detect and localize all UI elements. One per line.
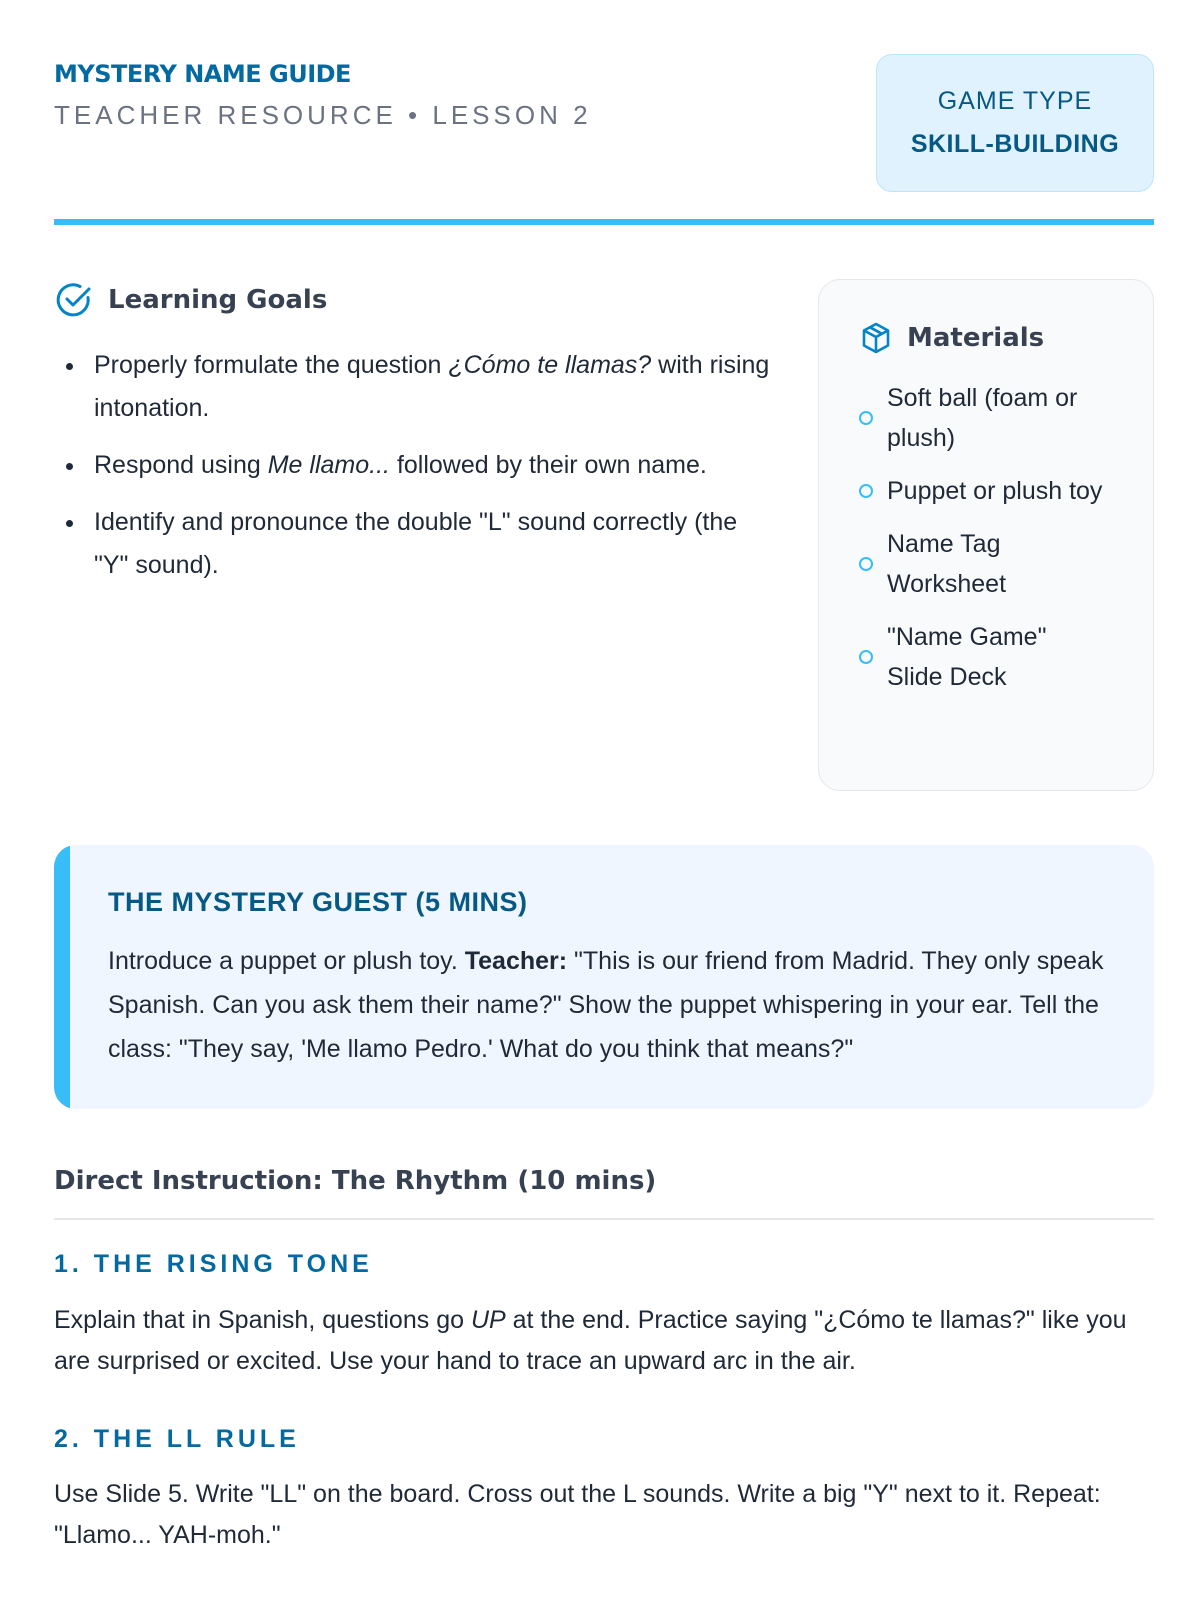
- goal-item: Identify and pronounce the double "L" sound correctly (the "Y" sound).: [54, 501, 774, 587]
- goal-item: Respond using Me llamo... followed by their own name.: [54, 444, 774, 487]
- materials-heading: Materials: [907, 323, 1045, 353]
- circle-bullet-icon: [859, 650, 873, 664]
- header-divider: [54, 219, 1154, 225]
- learning-goals-section: [54, 280, 774, 601]
- material-item: "Name Game" Slide Deck: [859, 617, 1153, 697]
- check-circle-icon: [54, 280, 94, 320]
- material-item: Soft ball (foam or plush): [859, 378, 1153, 458]
- materials-card: [818, 279, 1154, 791]
- game-type-value: SKILL-BUILDING: [910, 130, 1120, 158]
- circle-bullet-icon: [859, 557, 873, 571]
- step-1-heading: 1. THE RISING TONE: [54, 1250, 373, 1278]
- step-2-heading: 2. THE LL RULE: [54, 1425, 300, 1453]
- goals-list: [54, 344, 774, 587]
- material-item: Name Tag Worksheet: [859, 524, 1153, 604]
- step-2-text: Use Slide 5. Write "LL" on the board. Cross out the L sounds. Write a big "Y" next to it. Repeat: "Llamo... YAH-moh.": [54, 1480, 1101, 1549]
- mystery-guest-heading: THE MYSTERY GUEST (5 MINS): [108, 887, 528, 917]
- circle-bullet-icon: [859, 484, 873, 498]
- direct-instruction-heading: Direct Instruction: The Rhythm (10 mins): [54, 1166, 657, 1196]
- material-item: Puppet or plush toy: [859, 471, 1153, 511]
- mystery-guest-callout: [54, 845, 1154, 1109]
- mystery-guest-text: Introduce a puppet or plush toy. Teacher: "This is our friend from Madrid. They only speak Spanish. Can you ask them their name?" Show the puppet whispering in your ear. Tell the class: "They say, 'Me llamo Pedro.' What do you think that means?": [108, 947, 1104, 1063]
- circle-bullet-icon: [859, 411, 873, 425]
- step-1-text: Explain that in Spanish, questions go UP at the end. Practice saying "¿Cómo te llamas?" like you are surprised or excited. Use your hand to trace an upward arc in the air.: [54, 1306, 1127, 1375]
- lesson-page: [54, 0, 1154, 1549]
- section-divider: [54, 1218, 1154, 1220]
- game-type-label: GAME TYPE: [937, 87, 1093, 115]
- brand-title: MYSTERY NAME GUIDE: [54, 60, 351, 88]
- goal-item: Properly formulate the question ¿Cómo te llamas? with rising intonation.: [54, 344, 774, 430]
- game-type-badge: [876, 54, 1154, 192]
- callout-accent-bar: [54, 845, 70, 1109]
- page-subtitle: TEACHER RESOURCE • LESSON 2: [54, 100, 592, 130]
- learning-goals-heading: Learning Goals: [108, 285, 328, 315]
- box-icon: [859, 321, 893, 355]
- materials-list: [859, 378, 1153, 697]
- header: [54, 0, 1154, 226]
